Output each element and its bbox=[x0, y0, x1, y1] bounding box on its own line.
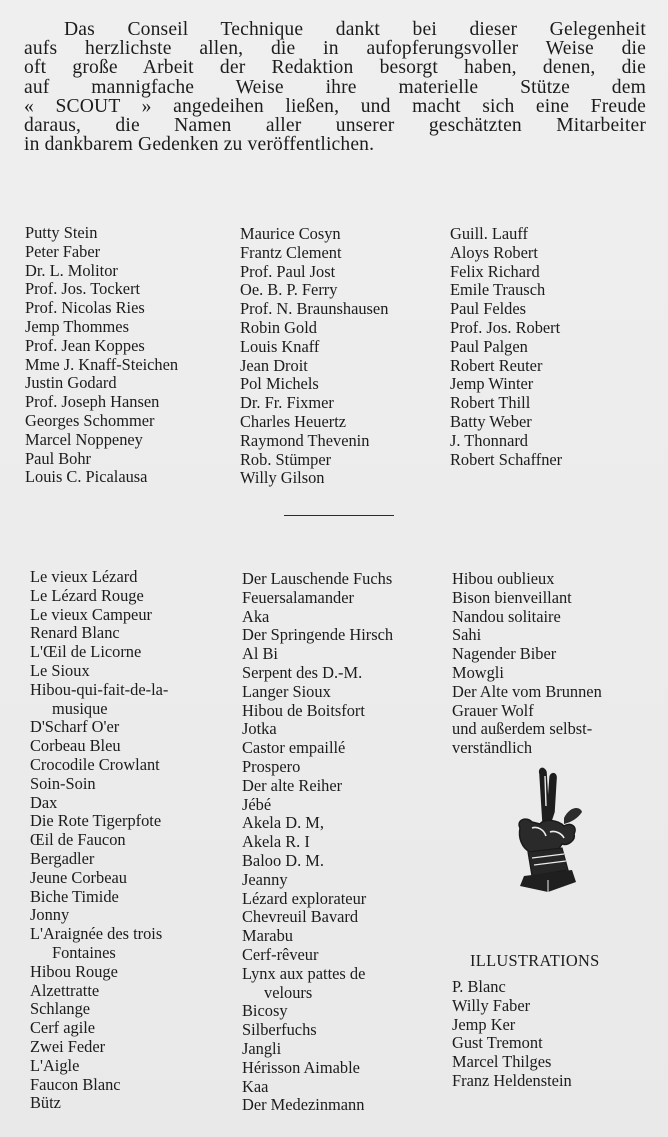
totem-name: Bütz bbox=[30, 1093, 61, 1113]
totem-name: Lézard explorateur bbox=[242, 888, 367, 908]
intro-paragraph bbox=[24, 20, 646, 154]
contributor-name: Pol Michels bbox=[240, 374, 319, 394]
contributor-name: Prof. Joseph Hansen bbox=[25, 392, 160, 412]
contributor-name: Jean Droit bbox=[240, 355, 308, 375]
totem-name: Sahi bbox=[452, 625, 482, 645]
totem-name: Der Medezinmann bbox=[242, 1095, 365, 1115]
totem-name: Bergadler bbox=[30, 848, 95, 868]
totem-name: Der Lauschende Fuchs bbox=[242, 569, 393, 588]
totem-name: Mowgli bbox=[452, 662, 504, 682]
totem-name: Le Lézard Rouge bbox=[30, 585, 144, 605]
contributors-column-3 bbox=[450, 225, 562, 469]
contributor-name: Jemp Winter bbox=[450, 374, 534, 394]
totem-name: L'Œil de Licorne bbox=[30, 642, 142, 662]
totem-name: Le Sioux bbox=[30, 660, 90, 680]
totem-name: Cerf agile bbox=[30, 1018, 96, 1038]
totem-name: Hibou Rouge bbox=[30, 961, 118, 981]
totem-name: L'Aigle bbox=[30, 1055, 80, 1075]
totem-name: Akela R. I bbox=[242, 832, 310, 852]
totem-name: Jonny bbox=[30, 905, 70, 925]
totem-name: Al Bi bbox=[242, 644, 278, 664]
illustrator-name: Jemp Ker bbox=[452, 1014, 516, 1034]
contributor-name: Raymond Thevenin bbox=[240, 430, 370, 450]
totem-name: Hibou oublieux bbox=[452, 569, 555, 588]
totem-name: Biche Timide bbox=[30, 886, 119, 906]
contributor-name: Aloys Robert bbox=[450, 242, 538, 262]
totem-names-column-2 bbox=[242, 570, 393, 1115]
contributor-name: Emile Trausch bbox=[450, 280, 546, 300]
illustrator-name: Gust Tremont bbox=[452, 1033, 543, 1053]
contributors-column-2 bbox=[240, 225, 388, 488]
totem-name: Der Alte vom Brunnen bbox=[452, 681, 602, 701]
intro-line: « SCOUT » angedeihen ließen, und macht sich eine Freude bbox=[24, 95, 646, 117]
contributor-name: Prof. Jean Koppes bbox=[25, 335, 145, 355]
contributors-column-1 bbox=[25, 224, 178, 487]
intro-line: daraus, die Namen aller unserer geschätzten Mitarbeiter bbox=[24, 115, 646, 137]
totem-name: Lynx aux pattes de bbox=[242, 963, 366, 983]
contributor-name: Prof. N. Braunshausen bbox=[240, 299, 389, 319]
contributor-name: Oe. B. P. Ferry bbox=[240, 280, 338, 300]
totem-name: Zwei Feder bbox=[30, 1036, 106, 1056]
intro-line: in dankbarem Gedenken zu veröffentlichen. bbox=[24, 134, 375, 156]
totem-name: Jébé bbox=[242, 794, 272, 814]
totem-name: Bicosy bbox=[242, 1001, 288, 1021]
illustrator-name: Willy Faber bbox=[452, 995, 531, 1015]
totem-name: Marabu bbox=[242, 926, 293, 946]
totem-name: Le vieux Lézard bbox=[30, 567, 138, 586]
totem-name: Jangli bbox=[242, 1038, 282, 1058]
contributor-name: Georges Schommer bbox=[25, 410, 155, 430]
contributor-name: Batty Weber bbox=[450, 411, 532, 431]
totem-name: Nagender Biber bbox=[452, 644, 557, 664]
totem-name: Baloo D. M. bbox=[242, 850, 324, 870]
section-divider bbox=[284, 515, 394, 516]
contributor-name: Willy Gilson bbox=[240, 468, 325, 488]
closing-note: und außerdem selbst- bbox=[452, 719, 593, 739]
totem-name: Soin-Soin bbox=[30, 773, 96, 793]
contributor-name: Robin Gold bbox=[240, 317, 317, 337]
contributor-name: Dr. L. Molitor bbox=[25, 260, 118, 280]
contributor-name: Robert Reuter bbox=[450, 355, 543, 375]
totem-name: Dax bbox=[30, 792, 58, 812]
totem-name: Feuersalamander bbox=[242, 587, 354, 607]
totem-name: Castor empaillé bbox=[242, 738, 346, 758]
totem-name: Faucon Blanc bbox=[30, 1074, 121, 1094]
contributor-name: Rob. Stümper bbox=[240, 449, 332, 469]
totem-name: Serpent des D.-M. bbox=[242, 662, 363, 682]
totem-names-column-3 bbox=[452, 570, 602, 758]
contributor-name: Marcel Noppeney bbox=[25, 429, 143, 449]
totem-name: D'Scharf O'er bbox=[30, 717, 120, 737]
totem-name: Nandou solitaire bbox=[452, 606, 561, 626]
totem-name: Le vieux Campeur bbox=[30, 604, 152, 624]
contributor-name: Frantz Clement bbox=[240, 242, 342, 262]
illustrations-heading: ILLUSTRATIONS bbox=[470, 951, 600, 970]
illustrators-list bbox=[452, 978, 572, 1091]
contributor-name: Robert Schaffner bbox=[450, 449, 563, 469]
totem-name: Aka bbox=[242, 606, 270, 626]
contributor-name: Robert Thill bbox=[450, 393, 531, 413]
totem-name: Akela D. M, bbox=[242, 813, 324, 833]
totem-name-continuation: musique bbox=[52, 698, 108, 718]
totem-name: Crocodile Crowlant bbox=[30, 754, 160, 774]
totem-name: Grauer Wolf bbox=[452, 700, 534, 720]
contributor-name: Louis Knaff bbox=[240, 336, 320, 356]
illustrator-name: Marcel Thilges bbox=[452, 1052, 552, 1072]
contributor-name: Guill. Lauff bbox=[450, 224, 528, 243]
totem-name: Bison bienveillant bbox=[452, 587, 572, 607]
totem-name: Der Springende Hirsch bbox=[242, 625, 394, 645]
intro-line: auf mannigfache Weise ihre materielle Stütze dem bbox=[24, 76, 646, 98]
totem-name: Schlange bbox=[30, 999, 91, 1019]
illustrator-name: P. Blanc bbox=[452, 977, 506, 996]
contributor-name: Peter Faber bbox=[25, 241, 101, 261]
contributor-name: J. Thonnard bbox=[450, 430, 528, 450]
totem-name: Silberfuchs bbox=[242, 1020, 317, 1040]
contributor-name: Louis C. Picalausa bbox=[25, 467, 148, 487]
contributor-name: Putty Stein bbox=[25, 223, 98, 242]
intro-line: oft große Arbeit der Redaktion besorgt haben, denen, die bbox=[24, 57, 646, 79]
totem-name: Prospero bbox=[242, 756, 301, 776]
contributor-name: Jemp Thommes bbox=[25, 316, 129, 336]
contributor-name: Prof. Paul Jost bbox=[240, 261, 336, 281]
totem-name: Alzettratte bbox=[30, 980, 100, 1000]
totem-name: Jeune Corbeau bbox=[30, 867, 127, 887]
totem-name: Jotka bbox=[242, 719, 277, 739]
contributor-name: Maurice Cosyn bbox=[240, 224, 341, 243]
totem-name-continuation: velours bbox=[264, 982, 313, 1002]
illustrator-name: Franz Heldenstein bbox=[452, 1070, 572, 1090]
scout-salute-hand-icon bbox=[510, 766, 584, 898]
contributor-name: Prof. Jos. Tockert bbox=[25, 279, 141, 299]
totem-names-column-1 bbox=[30, 568, 168, 1113]
totem-name: Hérisson Aimable bbox=[242, 1057, 360, 1077]
totem-name: Der alte Reiher bbox=[242, 775, 343, 795]
intro-line: aufs herzlichste allen, die in aufopferungsvoller Weise die bbox=[24, 38, 646, 60]
totem-name: Œil de Faucon bbox=[30, 830, 126, 850]
totem-name-continuation: Fontaines bbox=[52, 942, 116, 962]
totem-name: Corbeau Bleu bbox=[30, 736, 121, 756]
totem-name: Chevreuil Bavard bbox=[242, 907, 359, 927]
contributor-name: Paul Feldes bbox=[450, 299, 527, 319]
totem-name: Renard Blanc bbox=[30, 623, 120, 643]
contributor-name: Paul Bohr bbox=[25, 448, 92, 468]
totem-name: Die Rote Tigerpfote bbox=[30, 811, 162, 831]
totem-name: Hibou-qui-fait-de-la- bbox=[30, 679, 169, 699]
contributor-name: Felix Richard bbox=[450, 261, 540, 281]
totem-name: Hibou de Boitsfort bbox=[242, 700, 365, 720]
totem-name: Kaa bbox=[242, 1076, 269, 1096]
totem-name: Cerf-rêveur bbox=[242, 944, 319, 964]
contributor-name: Dr. Fr. Fixmer bbox=[240, 393, 334, 413]
contributor-name: Mme J. Knaff-Steichen bbox=[25, 354, 179, 374]
contributor-name: Paul Palgen bbox=[450, 336, 528, 356]
totem-name: Jeanny bbox=[242, 869, 288, 889]
totem-name: L'Araignée des trois bbox=[30, 924, 163, 944]
contributor-name: Charles Heuertz bbox=[240, 411, 347, 431]
closing-note: verständlich bbox=[452, 738, 533, 758]
contributor-name: Prof. Nicolas Ries bbox=[25, 298, 145, 318]
totem-name: Langer Sioux bbox=[242, 681, 331, 701]
contributor-name: Justin Godard bbox=[25, 373, 117, 393]
contributor-name: Prof. Jos. Robert bbox=[450, 317, 561, 337]
intro-line: Das Conseil Technique dankt bei dieser Gelegenheit bbox=[64, 19, 646, 40]
